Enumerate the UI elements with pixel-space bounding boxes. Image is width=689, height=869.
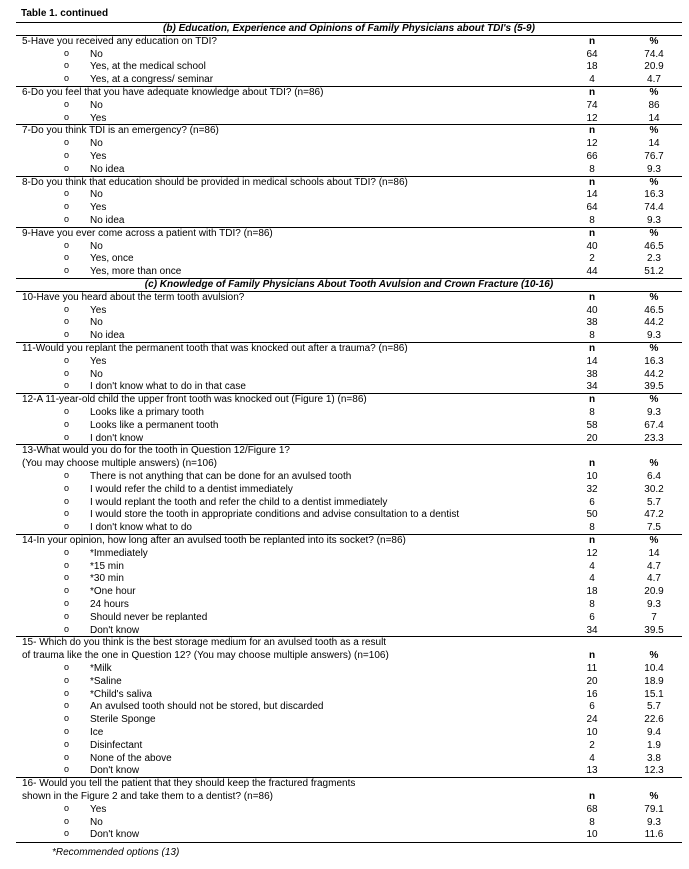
option-count: 24 xyxy=(586,714,598,726)
bullet-icon: o xyxy=(64,329,70,340)
option-percent: 4.7 xyxy=(647,560,661,572)
option-count: 32 xyxy=(586,483,598,495)
n-header: n xyxy=(588,343,596,354)
option-text: No xyxy=(90,816,103,828)
bullet-icon: o xyxy=(64,265,70,276)
percent-header: % xyxy=(649,394,659,406)
n-header: n xyxy=(588,535,596,546)
option-percent: 12.3 xyxy=(644,765,664,777)
option-count: 74 xyxy=(586,99,598,111)
option-text: Sterile Sponge xyxy=(90,714,156,726)
bullet-icon: o xyxy=(64,828,70,839)
option-percent: 47.2 xyxy=(644,509,664,521)
option-text: Yes xyxy=(90,304,107,316)
percent-header: % xyxy=(649,343,659,354)
option-count: 18 xyxy=(586,586,598,598)
table-footnote: *Recommended options (13) xyxy=(52,847,180,859)
option-text: I would replant the tooth and refer the child to a dentist immediately xyxy=(90,496,388,508)
n-header: n xyxy=(588,35,596,47)
option-text: *30 min xyxy=(90,573,124,585)
option-percent: 74.4 xyxy=(644,202,664,214)
option-text: Yes, more than once xyxy=(90,266,182,278)
option-percent: 46.5 xyxy=(644,304,664,316)
question-text: 8-Do you think that education should be provided in medical schools about TDI? (n=86) xyxy=(22,176,408,188)
bullet-icon: o xyxy=(64,726,70,736)
option-count: 6 xyxy=(589,701,595,713)
option-text: Don't know xyxy=(90,765,140,777)
option-text: Don't know xyxy=(90,829,140,841)
option-text: *15 min xyxy=(90,560,124,572)
option-percent: 44.2 xyxy=(644,368,664,380)
percent-header: % xyxy=(649,87,659,98)
option-count: 6 xyxy=(589,496,595,508)
bullet-icon: o xyxy=(64,751,70,762)
option-percent: 79.1 xyxy=(644,803,664,815)
option-percent: 3.8 xyxy=(647,752,661,764)
bullet-icon: o xyxy=(64,559,70,570)
option-text: Yes xyxy=(90,112,107,124)
percent-header: % xyxy=(649,125,659,137)
option-text: *Milk xyxy=(90,663,112,674)
n-header: n xyxy=(588,227,596,239)
percent-header: % xyxy=(649,35,659,47)
option-count: 16 xyxy=(586,688,598,700)
option-text: No xyxy=(90,99,103,111)
option-count: 44 xyxy=(586,266,598,278)
option-text: I would refer the child to a dentist immediately xyxy=(90,483,293,495)
option-percent: 23.3 xyxy=(644,432,664,444)
bullet-icon: o xyxy=(64,802,70,813)
percent-header: % xyxy=(649,791,659,802)
option-text: Looks like a primary tooth xyxy=(90,407,204,418)
bullet-icon: o xyxy=(64,367,70,378)
bullet-icon: o xyxy=(64,687,70,698)
question-text: (You may choose multiple answers) (n=106) xyxy=(22,458,218,470)
percent-header: % xyxy=(649,227,659,239)
option-count: 8 xyxy=(589,215,595,226)
question-text: 6-Do you feel that you have adequate knowledge about TDI? (n=86) xyxy=(22,87,324,98)
option-percent: 9.3 xyxy=(647,330,661,342)
option-text: Yes xyxy=(90,803,107,815)
bullet-icon: o xyxy=(64,546,70,557)
option-text: Don't know xyxy=(90,624,140,636)
bullet-icon: o xyxy=(64,495,70,506)
option-count: 4 xyxy=(589,573,595,585)
percent-header: % xyxy=(649,458,659,470)
question-text: 9-Have you ever come across a patient with TDI? (n=86) xyxy=(22,227,273,239)
option-count: 38 xyxy=(586,317,598,329)
option-percent: 6.4 xyxy=(647,471,661,482)
bullet-icon: o xyxy=(64,610,70,621)
bullet-icon: o xyxy=(64,111,70,122)
option-percent: 16.3 xyxy=(644,189,664,201)
option-percent: 14 xyxy=(648,138,660,150)
bullet-icon: o xyxy=(64,47,70,58)
option-text: No idea xyxy=(90,163,125,175)
bullet-icon: o xyxy=(64,137,70,148)
option-percent: 10.4 xyxy=(644,663,664,674)
option-text: Disinfectant xyxy=(90,739,143,751)
percent-header: % xyxy=(649,291,659,303)
question-text: 14-In your opinion, how long after an avulsed tooth be replanted into its socket? (n=86) xyxy=(22,535,406,546)
option-text: Yes xyxy=(90,151,107,162)
option-percent: 4.7 xyxy=(647,573,661,585)
option-count: 10 xyxy=(586,829,598,841)
bullet-icon: o xyxy=(64,521,70,532)
percent-header: % xyxy=(649,176,659,188)
question-text: 5-Have you received any education on TDI? xyxy=(22,35,217,47)
option-count: 34 xyxy=(586,381,598,393)
option-text: Yes xyxy=(90,355,107,367)
question-text: 15- Which do you think is the best storage medium for an avulsed tooth as a result xyxy=(22,637,387,649)
option-count: 8 xyxy=(589,407,595,418)
table-bottom-rule xyxy=(16,842,682,843)
bullet-icon: o xyxy=(64,303,70,314)
option-count: 8 xyxy=(589,816,595,828)
bullet-icon: o xyxy=(64,188,70,199)
option-text: Yes, once xyxy=(90,253,134,265)
n-header: n xyxy=(588,87,596,98)
option-count: 66 xyxy=(586,151,598,162)
bullet-icon: o xyxy=(64,60,70,71)
bullet-icon: o xyxy=(64,598,70,608)
option-text: 24 hours xyxy=(90,599,129,610)
bullet-icon: o xyxy=(64,214,70,224)
bullet-icon: o xyxy=(64,98,70,109)
option-percent: 74.4 xyxy=(644,48,664,60)
bullet-icon: o xyxy=(64,662,70,672)
section-heading: (b) Education, Experience and Opinions of Family Physicians about TDI's (5-9) xyxy=(163,23,535,34)
bullet-icon: o xyxy=(64,713,70,724)
option-percent: 16.3 xyxy=(644,355,664,367)
option-text: Yes, at a congress/ seminar xyxy=(90,74,214,86)
option-count: 4 xyxy=(589,752,595,764)
n-header: n xyxy=(588,291,596,303)
option-count: 13 xyxy=(586,765,598,777)
option-text: I don't know xyxy=(90,432,144,444)
question-text: 10-Have you heard about the term tooth avulsion? xyxy=(22,291,245,303)
option-percent: 46.5 xyxy=(644,240,664,252)
question-text: 12-A 11-year-old child the upper front tooth was knocked out (Figure 1) (n=86) xyxy=(22,394,367,406)
option-count: 2 xyxy=(589,253,595,265)
option-percent: 5.7 xyxy=(647,496,661,508)
bullet-icon: o xyxy=(64,572,70,583)
option-text: *One hour xyxy=(90,586,136,598)
table-title: Table 1. continued xyxy=(21,8,109,19)
option-percent: 76.7 xyxy=(644,151,664,162)
option-percent: 18.9 xyxy=(644,675,664,687)
option-percent: 9.3 xyxy=(647,407,661,418)
option-text: I would store the tooth in appropriate conditions and advise consultation to a dentist xyxy=(90,509,460,521)
option-percent: 67.4 xyxy=(644,419,664,431)
option-count: 12 xyxy=(586,112,598,124)
bullet-icon: o xyxy=(64,482,70,493)
option-percent: 20.9 xyxy=(644,586,664,598)
option-text: No xyxy=(90,138,103,150)
option-percent: 9.3 xyxy=(647,816,661,828)
option-text: No xyxy=(90,189,103,201)
option-text: Looks like a permanent tooth xyxy=(90,419,219,431)
option-text: No xyxy=(90,368,103,380)
option-percent: 14 xyxy=(648,547,660,559)
option-count: 14 xyxy=(586,189,598,201)
bullet-icon: o xyxy=(64,354,70,365)
option-percent: 7 xyxy=(651,611,657,623)
option-count: 8 xyxy=(589,522,595,534)
option-percent: 86 xyxy=(648,99,660,111)
bullet-icon: o xyxy=(64,815,70,826)
option-text: I don't know what to do in that case xyxy=(90,381,246,393)
option-count: 4 xyxy=(589,74,595,86)
bullet-icon: o xyxy=(64,201,70,212)
option-count: 50 xyxy=(586,509,598,521)
option-percent: 39.5 xyxy=(644,624,664,636)
option-text: Yes xyxy=(90,202,107,214)
percent-header: % xyxy=(649,650,659,662)
option-count: 4 xyxy=(589,560,595,572)
option-percent: 7.5 xyxy=(647,522,661,534)
bullet-icon: o xyxy=(64,674,70,685)
option-percent: 5.7 xyxy=(647,701,661,713)
bullet-icon: o xyxy=(64,738,70,749)
bullet-icon: o xyxy=(64,508,70,519)
option-count: 8 xyxy=(589,163,595,175)
n-header: n xyxy=(588,791,596,802)
bullet-icon: o xyxy=(64,316,70,327)
option-text: No xyxy=(90,240,103,252)
option-count: 64 xyxy=(586,48,598,60)
option-text: Should never be replanted xyxy=(90,611,208,623)
option-percent: 9.3 xyxy=(647,599,661,610)
option-percent: 20.9 xyxy=(644,61,664,73)
bullet-icon: o xyxy=(64,585,70,596)
option-count: 2 xyxy=(589,739,595,751)
option-text: *Child's saliva xyxy=(90,688,152,700)
option-text: *Immediately xyxy=(90,547,148,559)
option-count: 18 xyxy=(586,61,598,73)
section-heading: (c) Knowledge of Family Physicians About Tooth Avulsion and Crown Fracture (10-16) xyxy=(144,279,554,290)
n-header: n xyxy=(588,650,596,662)
option-percent: 30.2 xyxy=(644,483,664,495)
option-percent: 9.3 xyxy=(647,163,661,175)
bullet-icon: o xyxy=(64,764,70,775)
option-count: 11 xyxy=(586,663,598,674)
option-count: 20 xyxy=(586,432,598,444)
bullet-icon: o xyxy=(64,73,70,84)
option-count: 34 xyxy=(586,624,598,636)
bullet-icon: o xyxy=(64,470,70,480)
bullet-icon: o xyxy=(64,162,70,173)
n-header: n xyxy=(588,394,596,406)
option-text: There is not anything that can be done for an avulsed tooth xyxy=(90,471,352,482)
option-count: 6 xyxy=(589,611,595,623)
option-text: None of the above xyxy=(90,752,172,764)
bullet-icon: o xyxy=(64,380,70,391)
option-percent: 14 xyxy=(648,112,660,124)
option-count: 8 xyxy=(589,330,595,342)
option-text: Yes, at the medical school xyxy=(90,61,206,73)
option-text: *Saline xyxy=(90,675,122,687)
n-header: n xyxy=(588,125,596,137)
n-header: n xyxy=(588,176,596,188)
option-count: 38 xyxy=(586,368,598,380)
option-count: 64 xyxy=(586,202,598,214)
option-text: No xyxy=(90,48,103,60)
option-percent: 9.3 xyxy=(647,215,661,226)
bullet-icon: o xyxy=(64,700,70,711)
question-text: shown in the Figure 2 and take them to a dentist? (n=86) xyxy=(22,791,273,802)
option-count: 40 xyxy=(586,240,598,252)
bullet-icon: o xyxy=(64,431,70,442)
question-text: 16- Would you tell the patient that they should keep the fractured fragments xyxy=(22,778,356,790)
option-count: 68 xyxy=(586,803,598,815)
option-text: No idea xyxy=(90,215,125,226)
percent-header: % xyxy=(649,535,659,546)
option-text: An avulsed tooth should not be stored, but discarded xyxy=(90,701,324,713)
n-header: n xyxy=(588,458,596,470)
option-text: No idea xyxy=(90,330,125,342)
option-count: 58 xyxy=(586,419,598,431)
question-text: 13-What would you do for the tooth in Question 12/Figure 1? xyxy=(22,445,290,457)
option-count: 10 xyxy=(586,727,598,738)
option-percent: 11.6 xyxy=(644,829,664,841)
option-percent: 44.2 xyxy=(644,317,664,329)
bullet-icon: o xyxy=(64,150,70,160)
option-count: 12 xyxy=(586,138,598,150)
option-text: No xyxy=(90,317,103,329)
bullet-icon: o xyxy=(64,252,70,263)
bullet-icon: o xyxy=(64,623,70,634)
option-percent: 39.5 xyxy=(644,381,664,393)
option-percent: 1.9 xyxy=(647,739,661,751)
option-percent: 15.1 xyxy=(644,688,664,700)
option-percent: 9.4 xyxy=(647,727,661,738)
bullet-icon: o xyxy=(64,239,70,250)
option-count: 12 xyxy=(586,547,598,559)
question-text: 11-Would you replant the permanent tooth that was knocked out after a trauma? (n=86) xyxy=(22,343,408,354)
question-text: of trauma like the one in Question 12? (You may choose multiple answers) (n=106) xyxy=(22,650,389,662)
question-text: 7-Do you think TDI is an emergency? (n=86) xyxy=(22,125,219,137)
option-percent: 2.3 xyxy=(647,253,661,265)
bullet-icon: o xyxy=(64,406,70,416)
option-text: I don't know what to do xyxy=(90,522,192,534)
option-text: Ice xyxy=(90,727,104,738)
option-count: 8 xyxy=(589,599,595,610)
option-percent: 51.2 xyxy=(644,266,664,278)
option-count: 20 xyxy=(586,675,598,687)
option-percent: 4.7 xyxy=(647,74,661,86)
option-count: 40 xyxy=(586,304,598,316)
option-count: 14 xyxy=(586,355,598,367)
bullet-icon: o xyxy=(64,418,70,429)
option-percent: 22.6 xyxy=(644,714,664,726)
option-count: 10 xyxy=(586,471,598,482)
